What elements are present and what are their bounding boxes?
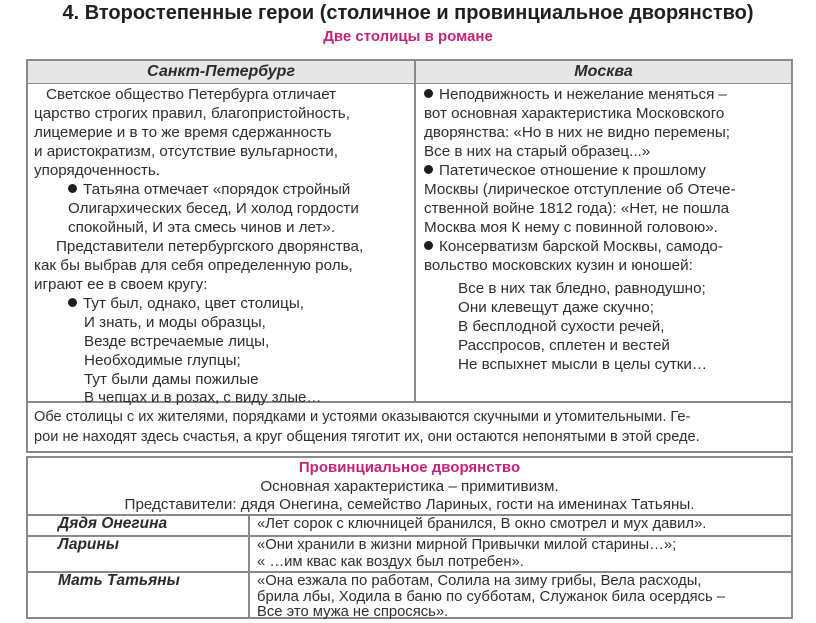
- right-bullet-item: Патетическое отношение к прошлому: [424, 161, 706, 180]
- right-line: вольство московских кузин и юношей:: [424, 257, 693, 274]
- bullet-icon: [424, 241, 433, 250]
- header-st-petersburg: Санкт-Петербург: [28, 61, 414, 84]
- bullet-icon: [424, 89, 433, 98]
- page-title: 4. Второстепенные герои (столичное и провинциальное дворянство): [62, 2, 754, 24]
- row-label-larins: Ларины: [58, 536, 119, 553]
- left-line: как бы выбрав для себя определенную роль,: [34, 257, 353, 274]
- provincial-main-trait: Основная характеристика – примитивизм.: [260, 478, 559, 495]
- left-line: Олигархических бесед, И холод гордости: [68, 200, 359, 217]
- left-line: Светское общество Петербурга отличает: [46, 86, 337, 103]
- left-line: упорядоченность.: [34, 162, 161, 179]
- column-divider: [248, 514, 250, 617]
- bullet-icon: [68, 298, 77, 307]
- row-quote: Все это мужа не спросясь».: [257, 604, 449, 620]
- right-line: Расспросов, сплетен и вестей: [458, 337, 670, 354]
- left-line: играют ее в своем кругу:: [34, 276, 208, 293]
- left-line: И знать, и моды образцы,: [84, 314, 266, 331]
- right-line: Все в них на старый образец...»: [424, 143, 651, 160]
- row-quote: «Лет сорок с ключницей бранился, В окно смотрел и мух давил».: [257, 516, 707, 532]
- right-bullet-item: Неподвижность и нежелание меняться –: [424, 85, 727, 104]
- left-line: Необходимые глупцы;: [84, 352, 241, 369]
- right-line: Все в них так бледно, равнодушно;: [458, 280, 706, 297]
- provincial-title: Провинциальное дворянство: [298, 459, 521, 476]
- column-divider: [414, 61, 416, 401]
- right-line: Не вспыхнет мысли в целы сутки…: [458, 356, 708, 373]
- row-label-uncle: Дядя Онегина: [58, 515, 168, 532]
- left-line: В чепцах и в розах, с виду злые…: [84, 389, 322, 406]
- left-line: и аристократизм, отсутствие вульгарности,: [34, 143, 338, 160]
- left-bullet-item: Тут был, однако, цвет столицы,: [68, 294, 304, 313]
- right-bullet-item: Консерватизм барской Москвы, самодо-: [424, 237, 723, 256]
- left-line: спокойный, И эта смесь чинов и лет».: [68, 219, 336, 236]
- conclusion-line: рои не находят здесь счастья, а круг общения тяготит их, они остаются непонятыми в этой среде.: [34, 429, 700, 445]
- provincial-representatives: Представители: дядя Онегина, семейство Лариных, гости на именинах Татьяны.: [124, 496, 695, 513]
- conclusion-line: Обе столицы с их жителями, порядками и устоями оказываются скучными и утомительными. Ге-: [34, 409, 691, 425]
- row-quote: « …им квас как воздух был потребен».: [257, 554, 524, 570]
- row-quote: брила лбы, Ходила в баню по субботам, Служанок била осердясь –: [257, 589, 726, 605]
- left-line: лицемерие и в то же время сдержанность: [34, 124, 332, 141]
- left-bullet-item: Татьяна отмечает «порядок стройный: [68, 180, 350, 199]
- row-label-tatyana-mother: Мать Татьяны: [58, 572, 180, 589]
- left-line: Тут были дамы пожилые: [84, 371, 259, 388]
- section-subtitle: Две столицы в романе: [323, 28, 493, 45]
- right-line: ственной войне 1812 года): «Нет, не пошла: [424, 200, 730, 217]
- row-quote: «Они хранили в жизни мирной Привычки милой старины…»;: [257, 537, 677, 553]
- left-line: Представители петербургского дворянства,: [56, 238, 364, 255]
- right-line: Москвы (лирическое отступление об Отече-: [424, 181, 736, 198]
- right-line: Москва моя К нему с повинной головою».: [424, 219, 718, 236]
- header-moscow: Москва: [416, 61, 791, 84]
- capitals-table: [26, 59, 793, 453]
- row-quote: «Она езжала по работам, Солила на зиму грибы, Вела расходы,: [257, 573, 702, 589]
- right-line: В бесплодной сухости речей,: [458, 318, 665, 335]
- left-line: царство строгих правил, благопристойность,: [34, 105, 350, 122]
- right-line: вот основная характеристика Московского: [424, 105, 725, 122]
- left-line: Везде встречаемые лицы,: [84, 333, 270, 350]
- right-line: Они клевещут даже скучно;: [458, 299, 654, 316]
- bullet-icon: [424, 165, 433, 174]
- right-line: дворянства: «Но в них не видно перемены;: [424, 124, 730, 141]
- provincial-table: [26, 456, 793, 619]
- bullet-icon: [68, 184, 77, 193]
